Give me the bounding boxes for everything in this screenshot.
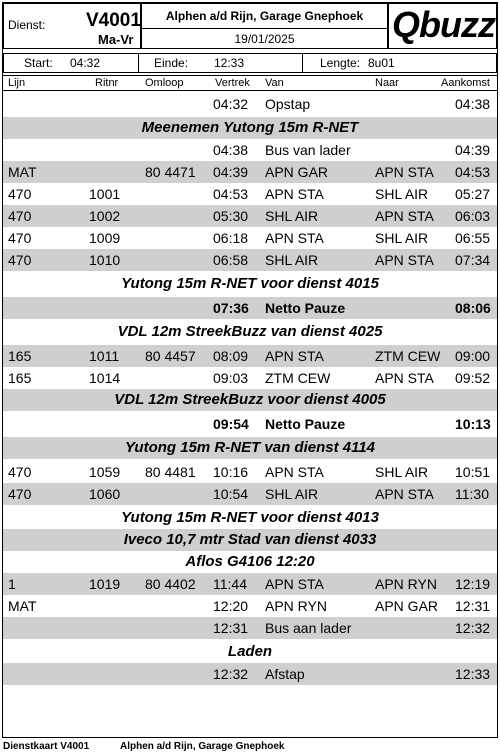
cell-van: APN GAR [265, 164, 329, 180]
col-naar: Naar [375, 77, 399, 89]
cell-naar: SHL AIR [375, 186, 429, 202]
cell-aankomst: 04:53 [455, 164, 491, 180]
cell-aankomst: 06:55 [455, 230, 491, 246]
cell-vertrek: 12:20 [213, 598, 249, 614]
cell-ritnr: 1002 [89, 208, 121, 224]
cell-lijn: 470 [8, 252, 32, 268]
cell-van: Bus aan lader [265, 620, 352, 636]
cell-van: APN STA [265, 464, 324, 480]
qbuzz-logo: Qbuzz [392, 4, 495, 45]
location-box [141, 3, 388, 49]
trip-row [3, 367, 497, 389]
cell-lijn: 470 [8, 208, 32, 224]
cell-naar: APN GAR [375, 598, 439, 614]
cell-ritnr: 1010 [89, 252, 121, 268]
trip-row [3, 183, 497, 205]
trip-row [3, 617, 497, 639]
cell-omloop: 80 4471 [145, 164, 196, 180]
cell-van: APN STA [265, 348, 324, 364]
trip-row [3, 461, 497, 483]
cell-aankomst: 09:52 [455, 370, 491, 386]
cell-vertrek: 10:16 [213, 464, 249, 480]
section-heading: Yutong 15m R-NET voor dienst 4013 [121, 509, 379, 526]
cell-aankomst: 10:13 [455, 416, 491, 432]
cell-van: Opstap [265, 96, 311, 112]
cell-van: SHL AIR [265, 486, 319, 502]
section-heading: Meenemen Yutong 15m R-NET [3, 117, 497, 139]
cell-naar: APN STA [375, 486, 434, 502]
trip-row [3, 93, 497, 115]
cell-naar: ZTM CEW [375, 348, 441, 364]
cell-lijn: 470 [8, 464, 32, 480]
cell-lijn: 165 [8, 370, 32, 386]
einde-label: Einde: [154, 56, 189, 70]
lengte-label: Lengte: [320, 56, 361, 70]
cell-omloop: 80 4402 [145, 576, 196, 592]
trip-row [3, 483, 497, 505]
cell-vertrek: 12:31 [213, 620, 249, 636]
start-value: 04:32 [70, 56, 101, 70]
section-heading: Yutong 15m R-NET van dienst 4114 [3, 437, 497, 459]
cell-vertrek: 08:09 [213, 348, 249, 364]
trip-row [3, 663, 497, 685]
pause-row [3, 413, 497, 435]
cell-ritnr: 1001 [89, 186, 121, 202]
dienst-number: V4001 [86, 10, 141, 31]
cell-ritnr: 1060 [89, 486, 121, 502]
cell-ritnr: 1014 [89, 370, 121, 386]
cell-aankomst: 12:32 [455, 620, 491, 636]
column-header-row [3, 75, 497, 91]
footer-left: Dienstkaart V4001 [3, 741, 90, 752]
cell-van: ZTM CEW [265, 370, 331, 386]
cell-vertrek: 04:39 [213, 164, 249, 180]
trip-row [3, 345, 497, 367]
cell-aankomst: 04:38 [455, 96, 491, 112]
cell-aankomst: 12:31 [455, 598, 491, 614]
cell-van: Afstap [265, 666, 305, 682]
cell-omloop: 80 4481 [145, 464, 196, 480]
section-heading: Laden [227, 643, 273, 660]
cell-lijn: 165 [8, 348, 32, 364]
trip-row [3, 161, 497, 183]
cell-naar: SHL AIR [375, 230, 429, 246]
cell-vertrek: 11:44 [213, 576, 247, 592]
cell-naar: APN STA [375, 164, 434, 180]
col-van: Van [265, 77, 284, 89]
dienst-box [3, 3, 141, 49]
cell-vertrek: 12:32 [213, 666, 249, 682]
cell-vertrek: 04:53 [213, 186, 249, 202]
cell-aankomst: 10:51 [455, 464, 491, 480]
cell-naar: APN STA [375, 252, 434, 268]
cell-vertrek: 06:18 [213, 230, 249, 246]
cell-omloop: 80 4457 [145, 348, 196, 364]
location-text: Alphen a/d Rijn, Garage Gnephoek [165, 9, 364, 23]
cell-naar: APN STA [375, 208, 434, 224]
cell-aankomst: 12:19 [455, 576, 491, 592]
einde-value: 12:33 [214, 56, 245, 70]
cell-aankomst: 11:30 [455, 486, 489, 502]
col-vertrek: Vertrek [215, 77, 250, 89]
date-text: 19/01/2025 [234, 32, 295, 46]
cell-ritnr: 1009 [89, 230, 121, 246]
cell-van: APN STA [265, 576, 324, 592]
pause-row [3, 297, 497, 319]
lengte-value: 8u01 [368, 56, 395, 70]
cell-ritnr: 1019 [89, 576, 121, 592]
cell-van: Netto Pauze [265, 300, 346, 316]
cell-aankomst: 09:00 [455, 348, 491, 364]
cell-vertrek: 10:54 [213, 486, 249, 502]
cell-vertrek: 07:36 [213, 300, 249, 316]
cell-vertrek: 09:54 [213, 416, 249, 432]
cell-aankomst: 04:39 [455, 142, 491, 158]
logo-box [388, 3, 497, 49]
cell-van: SHL AIR [265, 252, 319, 268]
section-heading: Iveco 10,7 mtr Stad van dienst 4033 [3, 529, 497, 551]
cell-aankomst: 05:27 [455, 186, 491, 202]
cell-van: APN RYN [265, 598, 327, 614]
cell-vertrek: 06:58 [213, 252, 249, 268]
trip-row [3, 595, 497, 617]
section-heading: Aflos G4106 12:20 [185, 553, 315, 570]
cell-vertrek: 04:32 [213, 96, 249, 112]
cell-lijn: 470 [8, 486, 32, 502]
trip-row [3, 227, 497, 249]
cell-van: SHL AIR [265, 208, 319, 224]
cell-lijn: 470 [8, 230, 32, 246]
card-header [3, 3, 497, 75]
trip-row [3, 205, 497, 227]
cell-aankomst: 12:33 [455, 666, 491, 682]
col-aankomst: Aankomst [441, 77, 490, 89]
cell-lijn: MAT [8, 598, 37, 614]
cell-naar: APN STA [375, 370, 434, 386]
times-bar [3, 53, 497, 73]
cell-van: Bus van lader [265, 142, 351, 158]
cell-ritnr: 1059 [89, 464, 121, 480]
col-ritnr: Ritnr [95, 77, 119, 89]
start-label: Start: [24, 56, 53, 70]
cell-van: APN STA [265, 230, 324, 246]
cell-aankomst: 07:34 [455, 252, 491, 268]
cell-van: APN STA [265, 186, 324, 202]
cell-aankomst: 06:03 [455, 208, 491, 224]
col-lijn: Lijn [8, 77, 26, 89]
trip-row [3, 249, 497, 271]
cell-vertrek: 05:30 [213, 208, 249, 224]
section-heading: VDL 12m StreekBuzz voor dienst 4005 [3, 389, 497, 411]
cell-naar: APN RYN [375, 576, 437, 592]
section-heading: Yutong 15m R-NET voor dienst 4015 [121, 275, 379, 292]
cell-lijn: 1 [8, 576, 16, 592]
cell-vertrek: 04:38 [213, 142, 249, 158]
footer-right: Alphen a/d Rijn, Garage Gnephoek [120, 741, 285, 752]
duty-card [2, 2, 498, 738]
cell-naar: SHL AIR [375, 464, 429, 480]
cell-aankomst: 08:06 [455, 300, 491, 316]
section-heading: VDL 12m StreekBuzz van dienst 4025 [117, 323, 383, 340]
col-omloop: Omloop [145, 77, 184, 89]
dienst-days: Ma-Vr [98, 32, 134, 47]
cell-vertrek: 09:03 [213, 370, 249, 386]
cell-lijn: 470 [8, 186, 32, 202]
trip-row [3, 573, 497, 595]
cell-ritnr: 1011 [89, 348, 120, 364]
cell-van: Netto Pauze [265, 416, 346, 432]
trip-row [3, 139, 497, 161]
cell-lijn: MAT [8, 164, 37, 180]
dienst-label: Dienst: [8, 18, 46, 32]
